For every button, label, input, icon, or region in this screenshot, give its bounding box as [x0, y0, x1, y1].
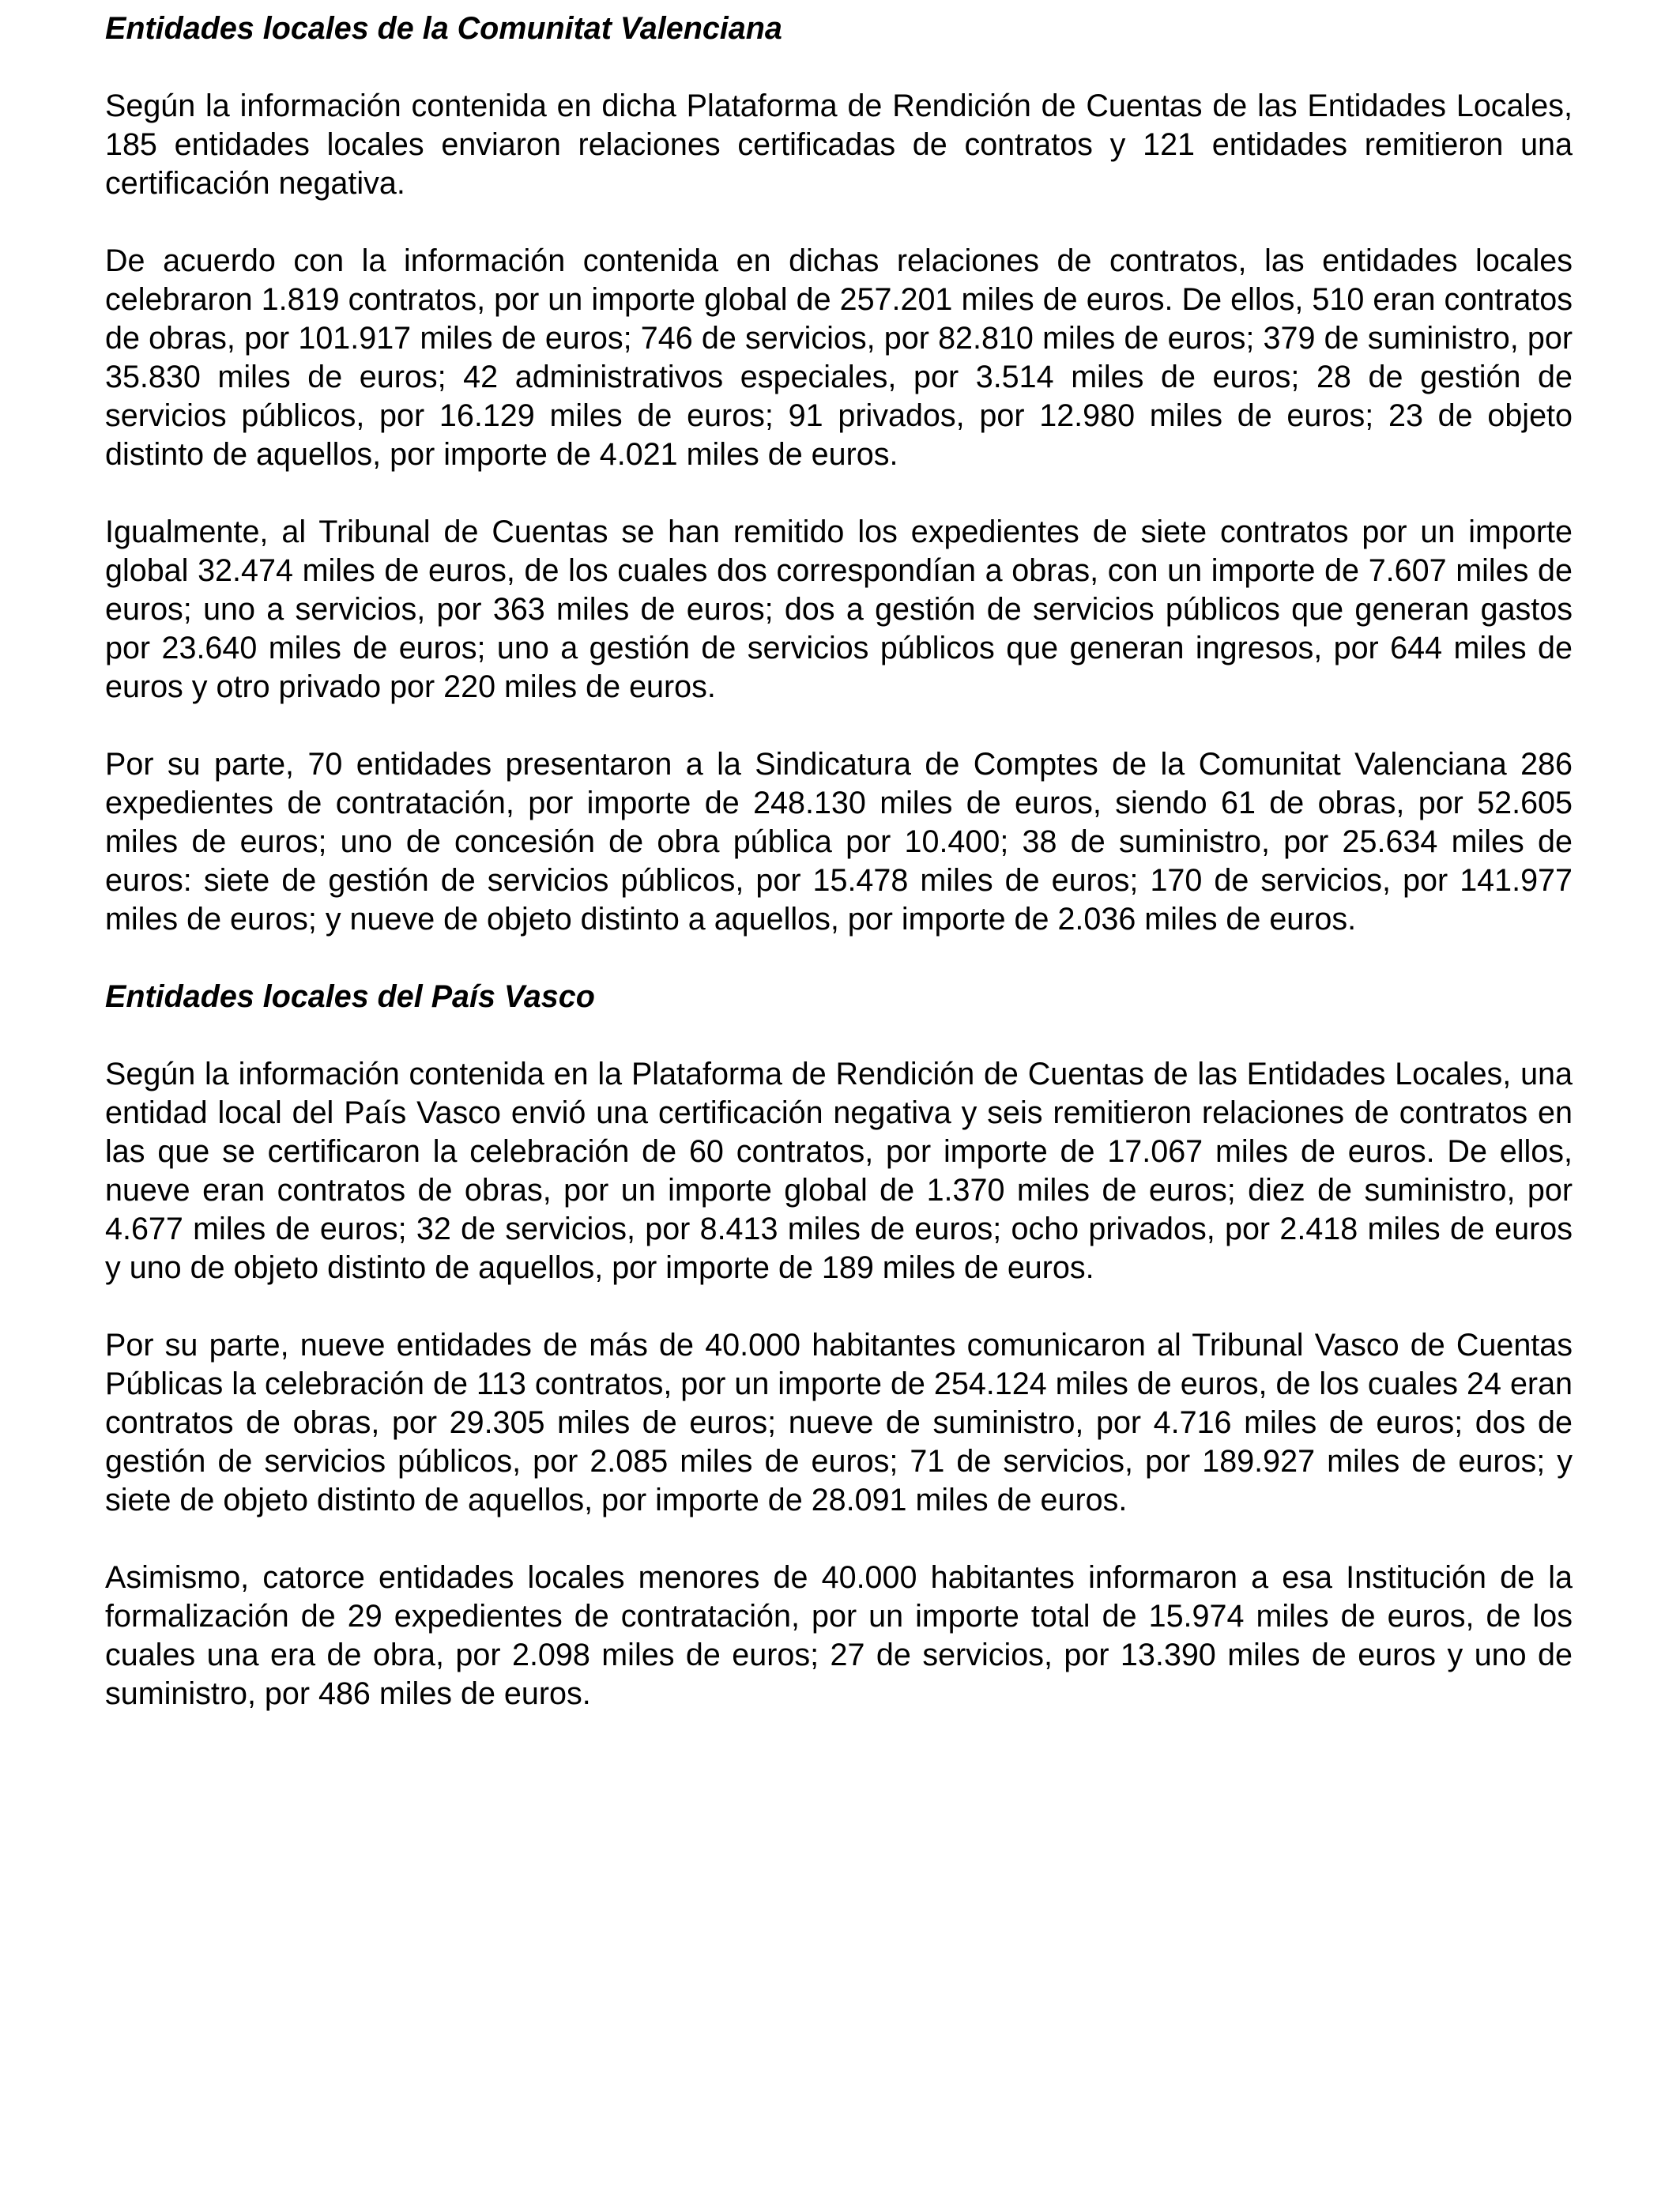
section-heading: Entidades locales del País Vasco: [105, 979, 595, 1014]
paragraph: Según la información contenida en dicha Plataforma de Rendición de Cuentas de las Entidades Locales, 185 entidades locales enviaron relaciones certificadas de contratos y 121 entidades remitieron una certificación negativa.: [105, 89, 1573, 201]
section-pais-vasco: [105, 978, 1573, 1713]
paragraph: Por su parte, 70 entidades presentaron a la Sindicatura de Comptes de la Comunitat Valenciana 286 expedientes de contratación, por importe de 248.130 miles de euros, siendo 61 de obras, por 52.605 miles de euros; uno de concesión de obra pública por 10.400; 38 de suministro, por 25.634 miles de euros: siete de gestión de servicios públicos, por 15.478 miles de euros; 170 de servicios, por 141.977 miles de euros; y nueve de objeto distinto a aquellos, por importe de 2.036 miles de euros.: [105, 747, 1573, 937]
paragraph: Según la información contenida en la Plataforma de Rendición de Cuentas de las Entidades Locales, una entidad local del País Vasco envió una certificación negativa y seis remitieron relaciones de contratos en las que se certificaron la celebración de 60 contratos, por importe de 17.067 miles de euros. De ellos, nueve eran contratos de obras, por un importe global de 1.370 miles de euros; diez de suministro, por 4.677 miles de euros; 32 de servicios, por 8.413 miles de euros; ocho privados, por 2.418 miles de euros y uno de objeto distinto de aquellos, por importe de 189 miles de euros.: [105, 1057, 1573, 1285]
paragraph: Igualmente, al Tribunal de Cuentas se han remitido los expedientes de siete contratos por un importe global 32.474 miles de euros, de los cuales dos correspondían a obras, con un importe de 7.607 miles de euros; uno a servicios, por 363 miles de euros; dos a gestión de servicios públicos que generan gastos por 23.640 miles de euros; uno a gestión de servicios públicos que generan ingresos, por 644 miles de euros y otro privado por 220 miles de euros.: [105, 515, 1573, 704]
section-heading: Entidades locales de la Comunitat Valenciana: [105, 11, 782, 46]
section-comunitat-valenciana: [105, 9, 1573, 939]
paragraph: Asimismo, catorce entidades locales menores de 40.000 habitantes informaron a esa Institución de la formalización de 29 expedientes de contratación, por un importe total de 15.974 miles de euros, de los cuales una era de obra, por 2.098 miles de euros; 27 de servicios, por 13.390 miles de euros y uno de suministro, por 486 miles de euros.: [105, 1560, 1573, 1711]
document-page: [105, 9, 1573, 1752]
paragraph: Por su parte, nueve entidades de más de 40.000 habitantes comunicaron al Tribunal Vasco de Cuentas Públicas la celebración de 113 contratos, por un importe de 254.124 miles de euros, de los cuales 24 eran contratos de obras, por 29.305 miles de euros; nueve de suministro, por 4.716 miles de euros; dos de gestión de servicios públicos, por 2.085 miles de euros; 71 de servicios, por 189.927 miles de euros; y siete de objeto distinto de aquellos, por importe de 28.091 miles de euros.: [105, 1328, 1573, 1517]
paragraph: De acuerdo con la información contenida en dichas relaciones de contratos, las entidades locales celebraron 1.819 contratos, por un importe global de 257.201 miles de euros. De ellos, 510 eran contratos de obras, por 101.917 miles de euros; 746 de servicios, por 82.810 miles de euros; 379 de suministro, por 35.830 miles de euros; 42 administrativos especiales, por 3.514 miles de euros; 28 de gestión de servicios públicos, por 16.129 miles de euros; 91 privados, por 12.980 miles de euros; 23 de objeto distinto de aquellos, por importe de 4.021 miles de euros.: [105, 243, 1573, 472]
